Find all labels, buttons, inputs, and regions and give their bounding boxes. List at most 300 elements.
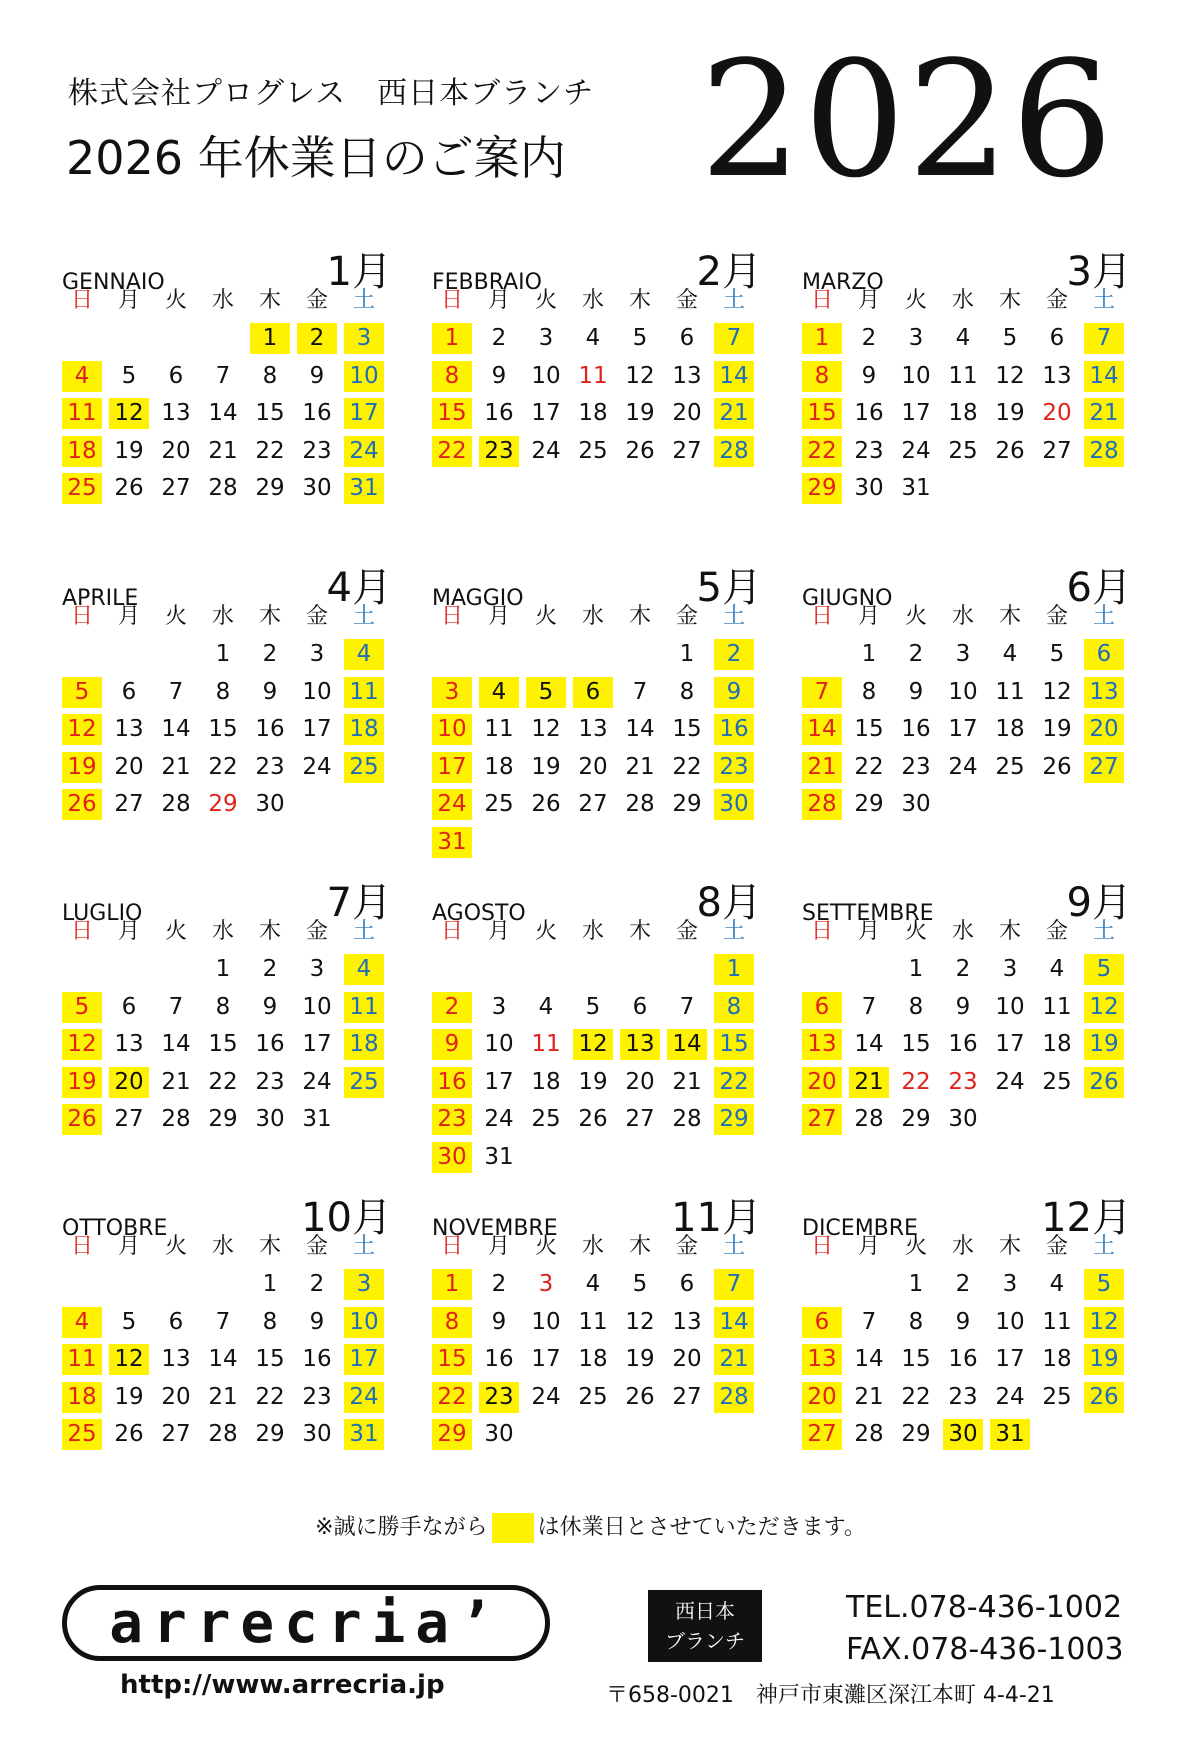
day-cell: 7 [861,1308,877,1335]
day-cell: 17 [302,1031,332,1057]
weekday-header: 土 [1092,1234,1115,1259]
month-11 [432,1186,762,1486]
month-name: FEBBRAIO [432,270,542,295]
weekday-header: 金 [305,919,328,944]
day-cell: 4 [538,993,554,1020]
day-cell: 5 [1002,325,1018,351]
day-cell: 20 [578,753,608,780]
closed-day: 6 [802,1307,842,1338]
day-cell: 13 [161,400,191,426]
closed-day: 1 [432,1269,472,1300]
day-cell: 29 [255,1421,285,1447]
closed-day: 6 [1084,639,1124,670]
day-cell: 17 [484,1068,514,1095]
weekday-header: 水 [211,919,234,944]
day-cell: 6 [168,1308,184,1335]
day-cell: 24 [484,1106,514,1132]
day-cell: 6 [121,678,137,705]
closed-day: 28 [714,1382,754,1413]
closed-day: 28 [802,789,842,820]
weekday-header: 金 [1045,604,1068,629]
day-cell: 25 [531,1106,561,1132]
day-cell: 13 [1042,362,1072,389]
day-cell: 12 [531,716,561,742]
day-cell: 8 [679,678,695,705]
day-cell: 25 [484,791,514,817]
day-cell: 1 [262,1271,278,1297]
day-cell: 21 [161,1068,191,1095]
weekday-header: 土 [352,288,375,313]
day-cell: 2 [262,956,278,982]
closed-day: 1 [802,323,842,354]
day-cell: 19 [114,1383,144,1410]
weekday-header: 水 [581,288,604,313]
closed-day: 24 [344,436,384,467]
month-12 [802,1186,1132,1486]
day-cell: 19 [625,1346,655,1372]
day-cell: 13 [672,362,702,389]
day-cell: 8 [262,362,278,389]
closed-day: 8 [432,1307,472,1338]
closed-day: 14 [1084,361,1124,392]
closed-day: 12 [573,1029,613,1060]
day-cell: 8 [908,993,924,1020]
closed-day: 12 [62,1029,102,1060]
day-cell: 4 [1002,641,1018,667]
closed-day: 14 [714,1307,754,1338]
day-cell: 10 [302,678,332,705]
day-cell: 1 [215,641,231,667]
day-cell: 28 [161,791,191,817]
weekday-header: 木 [998,919,1021,944]
day-cell: 27 [672,437,702,464]
day-cell: 26 [1042,753,1072,780]
closed-day: 16 [432,1067,472,1098]
closed-day: 24 [344,1382,384,1413]
closed-day: 5 [1084,1269,1124,1300]
weekday-header: 日 [70,919,93,944]
weekday-header: 火 [164,604,187,629]
day-cell: 2 [491,325,507,351]
day-cell: 21 [854,1383,884,1410]
weekday-header: 金 [675,1234,698,1259]
closed-day: 27 [1084,752,1124,783]
closed-day: 23 [479,1382,519,1413]
closed-day: 25 [62,473,102,504]
month-number: 5月 [696,565,762,611]
closed-day: 2 [297,323,337,354]
day-cell: 14 [208,1346,238,1372]
day-cell: 6 [1049,325,1065,351]
month-4 [62,556,392,856]
day-cell: 16 [484,1346,514,1372]
closed-day: 3 [432,677,472,708]
day-cell: 7 [861,993,877,1020]
day-cell: 24 [901,437,931,464]
closed-day: 11 [62,398,102,429]
weekday-header: 日 [70,604,93,629]
weekday-header: 金 [1045,919,1068,944]
day-cell: 18 [484,753,514,780]
day-cell: 7 [679,993,695,1020]
month-number: 11月 [671,1195,762,1241]
closed-day: 11 [62,1344,102,1375]
month-3 [802,240,1132,540]
day-cell: 16 [255,1031,285,1057]
month-7 [62,871,392,1171]
closed-day: 13 [1084,677,1124,708]
day-cell: 8 [215,993,231,1020]
day-cell: 26 [531,791,561,817]
closed-day: 4 [62,1307,102,1338]
day-cell: 15 [208,716,238,742]
postal-address: 〒658-0021 神戸市東灘区深江本町 4-4-21 [606,1683,1055,1708]
day-cell: 29 [901,1421,931,1447]
day-cell: 30 [255,791,285,817]
closed-day: 19 [62,1067,102,1098]
day-cell: 2 [491,1271,507,1297]
note-text-before: ※誠に勝手ながら [315,1515,488,1540]
closed-day: 23 [432,1104,472,1135]
day-cell: 13 [161,1346,191,1372]
day-cell: 23 [854,437,884,464]
day-cell: 20 [161,437,191,464]
day-cell: 18 [995,716,1025,742]
weekday-header: 水 [211,288,234,313]
weekday-header: 火 [164,919,187,944]
closed-day: 13 [620,1029,660,1060]
day-cell: 3 [955,641,971,667]
note-text-after: は休業日とさせていただきます。 [537,1515,866,1540]
day-cell: 13 [578,716,608,742]
closed-day: 28 [714,436,754,467]
day-cell: 29 [208,1106,238,1132]
day-cell: 15 [208,1031,238,1057]
day-cell: 19 [995,400,1025,426]
day-cell: 27 [672,1383,702,1410]
weekday-header: 日 [70,288,93,313]
day-cell: 7 [168,993,184,1020]
holiday-legend-swatch [492,1513,534,1543]
weekday-header: 水 [951,1234,974,1259]
closed-day: 5 [62,677,102,708]
closed-day: 13 [802,1029,842,1060]
day-cell: 9 [908,678,924,705]
day-cell: 20 [114,753,144,780]
weekday-header: 日 [70,1234,93,1259]
weekday-header: 月 [857,919,880,944]
weekday-header: 月 [117,919,140,944]
closed-day: 7 [1084,323,1124,354]
month-number: 9月 [1066,880,1132,926]
day-cell: 22 [901,1068,931,1095]
month-9 [802,871,1132,1171]
weekday-header: 水 [581,919,604,944]
closed-day: 15 [802,398,842,429]
month-name: AGOSTO [432,901,526,926]
weekday-header: 土 [722,919,745,944]
closed-day: 15 [714,1029,754,1060]
day-cell: 29 [672,791,702,817]
day-cell: 2 [955,956,971,982]
closed-day: 1 [432,323,472,354]
day-cell: 2 [309,1271,325,1297]
day-cell: 28 [672,1106,702,1132]
closed-days-note [0,1510,1181,1543]
closed-day: 18 [62,1382,102,1413]
closed-day: 8 [802,361,842,392]
day-cell: 1 [679,641,695,667]
day-cell: 16 [948,1031,978,1057]
day-cell: 15 [901,1346,931,1372]
day-cell: 9 [309,1308,325,1335]
day-cell: 25 [1042,1383,1072,1410]
day-cell: 16 [255,716,285,742]
weekday-header: 木 [998,288,1021,313]
weekday-header: 日 [440,288,463,313]
website-url[interactable]: http://www.arrecria.jp [120,1670,445,1700]
closed-day: 29 [802,473,842,504]
day-cell: 24 [302,753,332,780]
day-cell: 7 [215,362,231,389]
day-cell: 4 [585,1271,601,1297]
day-cell: 7 [168,678,184,705]
closed-day: 24 [432,789,472,820]
weekday-header: 火 [534,919,557,944]
weekday-header: 水 [951,919,974,944]
closed-day: 26 [62,1104,102,1135]
big-year: 2026 [699,26,1115,213]
day-cell: 18 [531,1068,561,1095]
day-cell: 22 [672,753,702,780]
closed-day: 22 [432,1382,472,1413]
day-cell: 14 [854,1031,884,1057]
day-cell: 18 [578,400,608,426]
day-cell: 24 [302,1068,332,1095]
closed-day: 20 [1084,714,1124,745]
day-cell: 1 [215,956,231,982]
day-cell: 14 [854,1346,884,1372]
weekday-header: 火 [534,604,557,629]
weekday-header: 水 [951,604,974,629]
day-cell: 16 [948,1346,978,1372]
day-cell: 9 [861,362,877,389]
day-cell: 20 [672,1346,702,1372]
day-cell: 10 [948,678,978,705]
weekday-header: 月 [117,1234,140,1259]
weekday-header: 月 [857,1234,880,1259]
day-cell: 14 [625,716,655,742]
weekday-header: 木 [998,604,1021,629]
day-cell: 14 [208,400,238,426]
closed-day: 22 [802,436,842,467]
day-cell: 10 [995,1308,1025,1335]
day-cell: 30 [901,791,931,817]
closed-day: 26 [62,789,102,820]
day-cell: 11 [578,1308,608,1335]
closed-day: 18 [344,714,384,745]
closed-day: 9 [432,1029,472,1060]
day-cell: 4 [1049,956,1065,982]
day-cell: 1 [908,956,924,982]
telephone-number: TEL.078-436-1002 [846,1590,1123,1625]
day-cell: 19 [625,400,655,426]
closed-day: 10 [344,361,384,392]
closed-day: 18 [344,1029,384,1060]
day-cell: 5 [121,1308,137,1335]
day-cell: 11 [1042,993,1072,1020]
month-name: GENNAIO [62,270,165,295]
closed-day: 20 [802,1382,842,1413]
month-number: 3月 [1066,249,1132,295]
closed-day: 4 [479,677,519,708]
day-cell: 3 [908,325,924,351]
closed-day: 29 [714,1104,754,1135]
weekday-header: 日 [440,604,463,629]
closed-day: 15 [432,1344,472,1375]
closed-day: 21 [714,1344,754,1375]
day-cell: 5 [632,1271,648,1297]
branch-badge [648,1590,762,1662]
day-cell: 23 [302,437,332,464]
closed-day: 10 [344,1307,384,1338]
month-name: SETTEMBRE [802,901,934,926]
closed-day: 21 [849,1067,889,1098]
day-cell: 13 [114,1031,144,1057]
logo-text: arrecria’ [109,1591,503,1656]
day-cell: 21 [161,753,191,780]
day-cell: 3 [309,641,325,667]
month-number: 4月 [326,565,392,611]
day-cell: 2 [861,325,877,351]
weekday-header: 日 [810,919,833,944]
day-cell: 30 [854,475,884,501]
day-cell: 15 [854,716,884,742]
day-cell: 4 [955,325,971,351]
closed-day: 10 [432,714,472,745]
closed-day: 4 [62,361,102,392]
closed-day: 12 [1084,1307,1124,1338]
weekday-header: 火 [164,288,187,313]
weekday-header: 金 [675,919,698,944]
day-cell: 17 [995,1031,1025,1057]
weekday-header: 木 [998,1234,1021,1259]
day-cell: 7 [632,678,648,705]
day-cell: 1 [908,1271,924,1297]
day-cell: 15 [255,400,285,426]
day-cell: 10 [484,1031,514,1057]
day-cell: 23 [948,1383,978,1410]
day-cell: 28 [854,1421,884,1447]
day-cell: 23 [255,753,285,780]
weekday-header: 月 [857,288,880,313]
day-cell: 23 [901,753,931,780]
day-cell: 2 [262,641,278,667]
closed-day: 14 [714,361,754,392]
day-cell: 26 [625,437,655,464]
day-cell: 21 [625,753,655,780]
weekday-header: 金 [675,288,698,313]
weekday-header: 金 [675,604,698,629]
day-cell: 20 [672,400,702,426]
day-cell: 27 [161,1421,191,1447]
weekday-header: 土 [1092,919,1115,944]
day-cell: 17 [901,400,931,426]
closed-day: 31 [990,1419,1030,1450]
month-number: 8月 [696,880,762,926]
closed-day: 17 [344,1344,384,1375]
weekday-header: 火 [534,288,557,313]
weekday-header: 火 [904,288,927,313]
day-cell: 25 [578,437,608,464]
month-8 [432,871,762,1171]
weekday-header: 土 [352,604,375,629]
day-cell: 4 [1049,1271,1065,1297]
closed-day: 30 [714,789,754,820]
day-cell: 27 [114,791,144,817]
weekday-header: 木 [628,919,651,944]
closed-day: 25 [62,1419,102,1450]
day-cell: 26 [995,437,1025,464]
day-cell: 3 [1002,1271,1018,1297]
weekday-header: 月 [857,604,880,629]
closed-day: 28 [1084,436,1124,467]
month-number: 10月 [301,1195,392,1241]
closed-day: 19 [1084,1029,1124,1060]
company-name: 株式会社プログレス 西日本ブランチ [68,76,595,111]
month-2 [432,240,762,540]
day-cell: 18 [1042,1031,1072,1057]
day-cell: 16 [302,400,332,426]
day-cell: 24 [995,1068,1025,1095]
day-cell: 22 [255,437,285,464]
closed-day: 29 [432,1419,472,1450]
closed-day: 12 [62,714,102,745]
closed-day: 6 [573,677,613,708]
closed-day: 4 [344,954,384,985]
closed-day: 2 [714,639,754,670]
weekday-header: 水 [211,1234,234,1259]
day-cell: 17 [302,716,332,742]
month-1 [62,240,392,540]
day-cell: 8 [861,678,877,705]
day-cell: 6 [679,1271,695,1297]
day-cell: 27 [625,1106,655,1132]
closed-day: 15 [432,398,472,429]
weekday-header: 水 [581,1234,604,1259]
month-number: 7月 [326,880,392,926]
day-cell: 29 [901,1106,931,1132]
closed-day: 5 [62,992,102,1023]
day-cell: 30 [255,1106,285,1132]
day-cell: 28 [161,1106,191,1132]
day-cell: 20 [161,1383,191,1410]
closed-day: 16 [714,714,754,745]
day-cell: 10 [995,993,1025,1020]
month-5 [432,556,762,856]
closed-day: 14 [802,714,842,745]
page-title: 2026 年休業日のご案内 [66,131,566,185]
weekday-header: 水 [211,604,234,629]
closed-day: 31 [344,473,384,504]
day-cell: 6 [168,362,184,389]
day-cell: 14 [161,1031,191,1057]
weekday-header: 日 [810,288,833,313]
closed-day: 22 [714,1067,754,1098]
day-cell: 30 [948,1106,978,1132]
day-cell: 17 [531,1346,561,1372]
day-cell: 25 [1042,1068,1072,1095]
